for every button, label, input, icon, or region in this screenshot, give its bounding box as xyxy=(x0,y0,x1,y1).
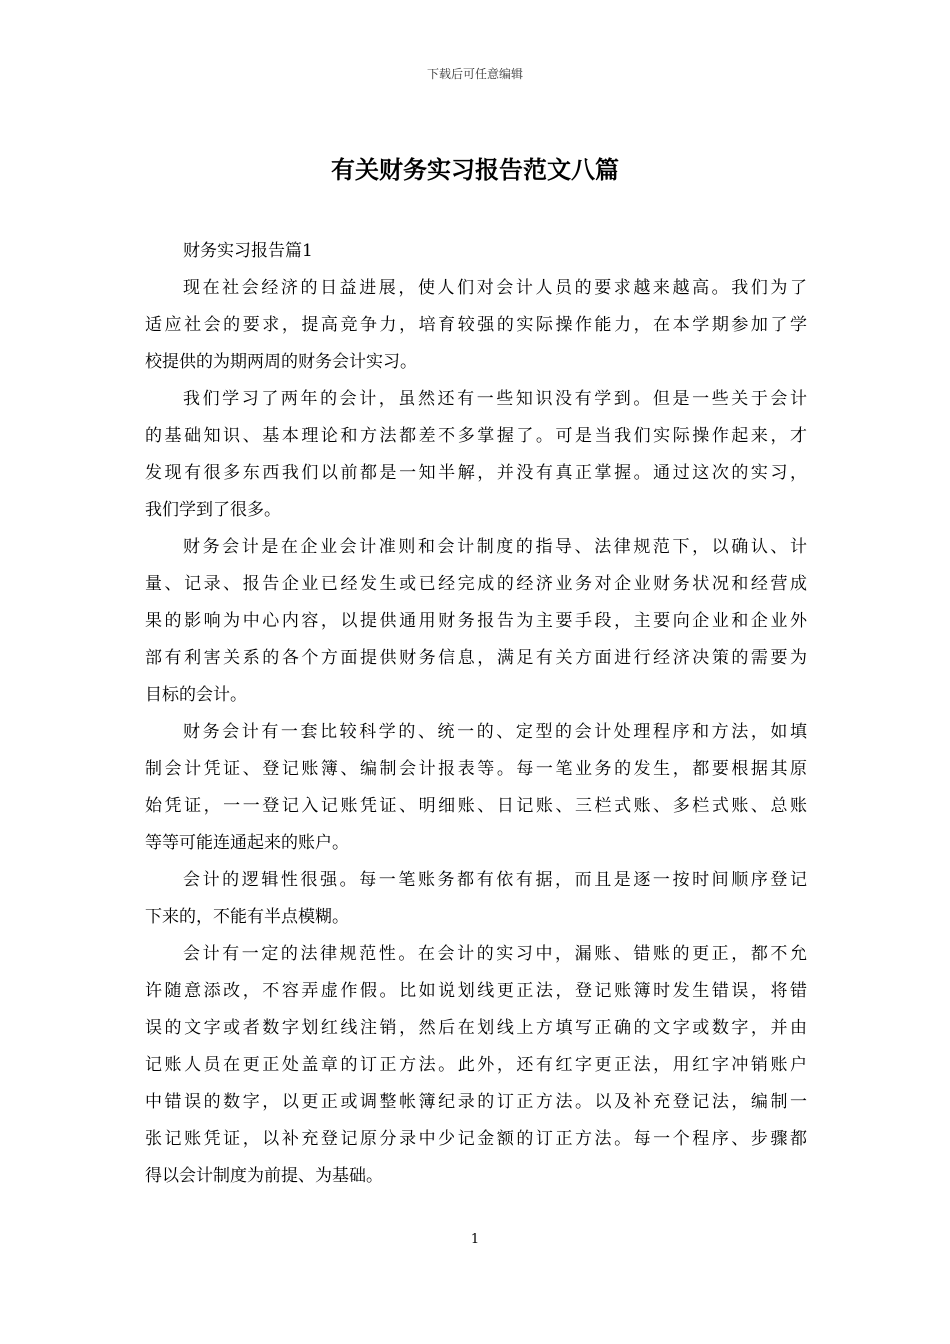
paragraph-2 xyxy=(145,381,807,529)
text-line: 张记账凭证，以补充登记原分录中少记金额的订正方法。每一个程序、步骤都 xyxy=(145,1129,807,1149)
paragraph-1 xyxy=(145,270,807,381)
document-title: 有关财务实习报告范文八篇 xyxy=(331,155,619,184)
text-line: 会计有一定的法律规范性。在会计的实习中，漏账、错账的更正，都不允 xyxy=(183,944,807,964)
text-line: 制会计凭证、登记账簿、编制会计报表等。每一笔业务的发生，都要根据其原 xyxy=(145,759,807,779)
text-line: 适应社会的要求，提高竞争力，培育较强的实际操作能力，在本学期参加了学 xyxy=(145,315,807,335)
paragraph-4 xyxy=(145,714,807,862)
text-line: 中错误的数字，以更正或调整帐簿纪录的订正方法。以及补充登记法，编制一 xyxy=(145,1092,807,1112)
text-line: 部有利害关系的各个方面提供财务信息，满足有关方面进行经济决策的需要为 xyxy=(145,648,807,668)
text-line: 目标的会计。 xyxy=(145,685,247,705)
paragraph-5 xyxy=(145,862,807,936)
text-line: 得以会计制度为前提、为基础。 xyxy=(145,1166,383,1186)
text-line: 的基础知识、基本理论和方法都差不多掌握了。可是当我们实际操作起来，才 xyxy=(145,426,807,446)
text-line: 许随意添改，不容弄虚作假。比如说划线更正法，登记账簿时发生错误，将错 xyxy=(145,981,807,1001)
text-line: 校提供的为期两周的财务会计实习。 xyxy=(145,352,417,372)
text-line: 我们学到了很多。 xyxy=(145,500,281,520)
text-line: 记账人员在更正处盖章的订正方法。此外，还有红字更正法，用红字冲销账户 xyxy=(145,1055,807,1075)
text-line: 现在社会经济的日益进展，使人们对会计人员的要求越来越高。我们为了 xyxy=(183,278,807,298)
text-line: 发现有很多东西我们以前都是一知半解，并没有真正掌握。通过这次的实习， xyxy=(145,463,807,483)
header-note: 下载后可任意编辑 xyxy=(426,67,523,81)
paragraph-3 xyxy=(145,529,807,714)
text-line: 果的影响为中心内容，以提供通用财务报告为主要手段，主要向企业和企业外 xyxy=(145,611,807,631)
text-line: 财务会计是在企业会计准则和会计制度的指导、法律规范下，以确认、计 xyxy=(183,537,807,557)
text-line: 量、记录、报告企业已经发生或已经完成的经济业务对企业财务状况和经营成 xyxy=(145,574,807,594)
text-line: 始凭证，一一登记入记账凭证、明细账、日记账、三栏式账、多栏式账、总账 xyxy=(145,796,807,816)
text-line: 等等可能连通起来的账户。 xyxy=(145,833,349,853)
paragraph-6 xyxy=(145,936,807,1195)
page-number: 1 xyxy=(470,1232,480,1247)
text-line: 我们学习了两年的会计，虽然还有一些知识没有学到。但是一些关于会计 xyxy=(183,389,807,409)
text-line: 会计的逻辑性很强。每一笔账务都有依有据，而且是逐一按时间顺序登记 xyxy=(183,870,807,890)
text-line: 误的文字或者数字划红线注销，然后在划线上方填写正确的文字或数字，并由 xyxy=(145,1018,807,1038)
text-line: 下来的，不能有半点模糊。 xyxy=(145,907,349,927)
text-line: 财务会计有一套比较科学的、统一的、定型的会计处理程序和方法，如填 xyxy=(183,722,807,742)
document-body xyxy=(145,233,807,1195)
section-heading: 财务实习报告篇1 xyxy=(183,241,313,261)
